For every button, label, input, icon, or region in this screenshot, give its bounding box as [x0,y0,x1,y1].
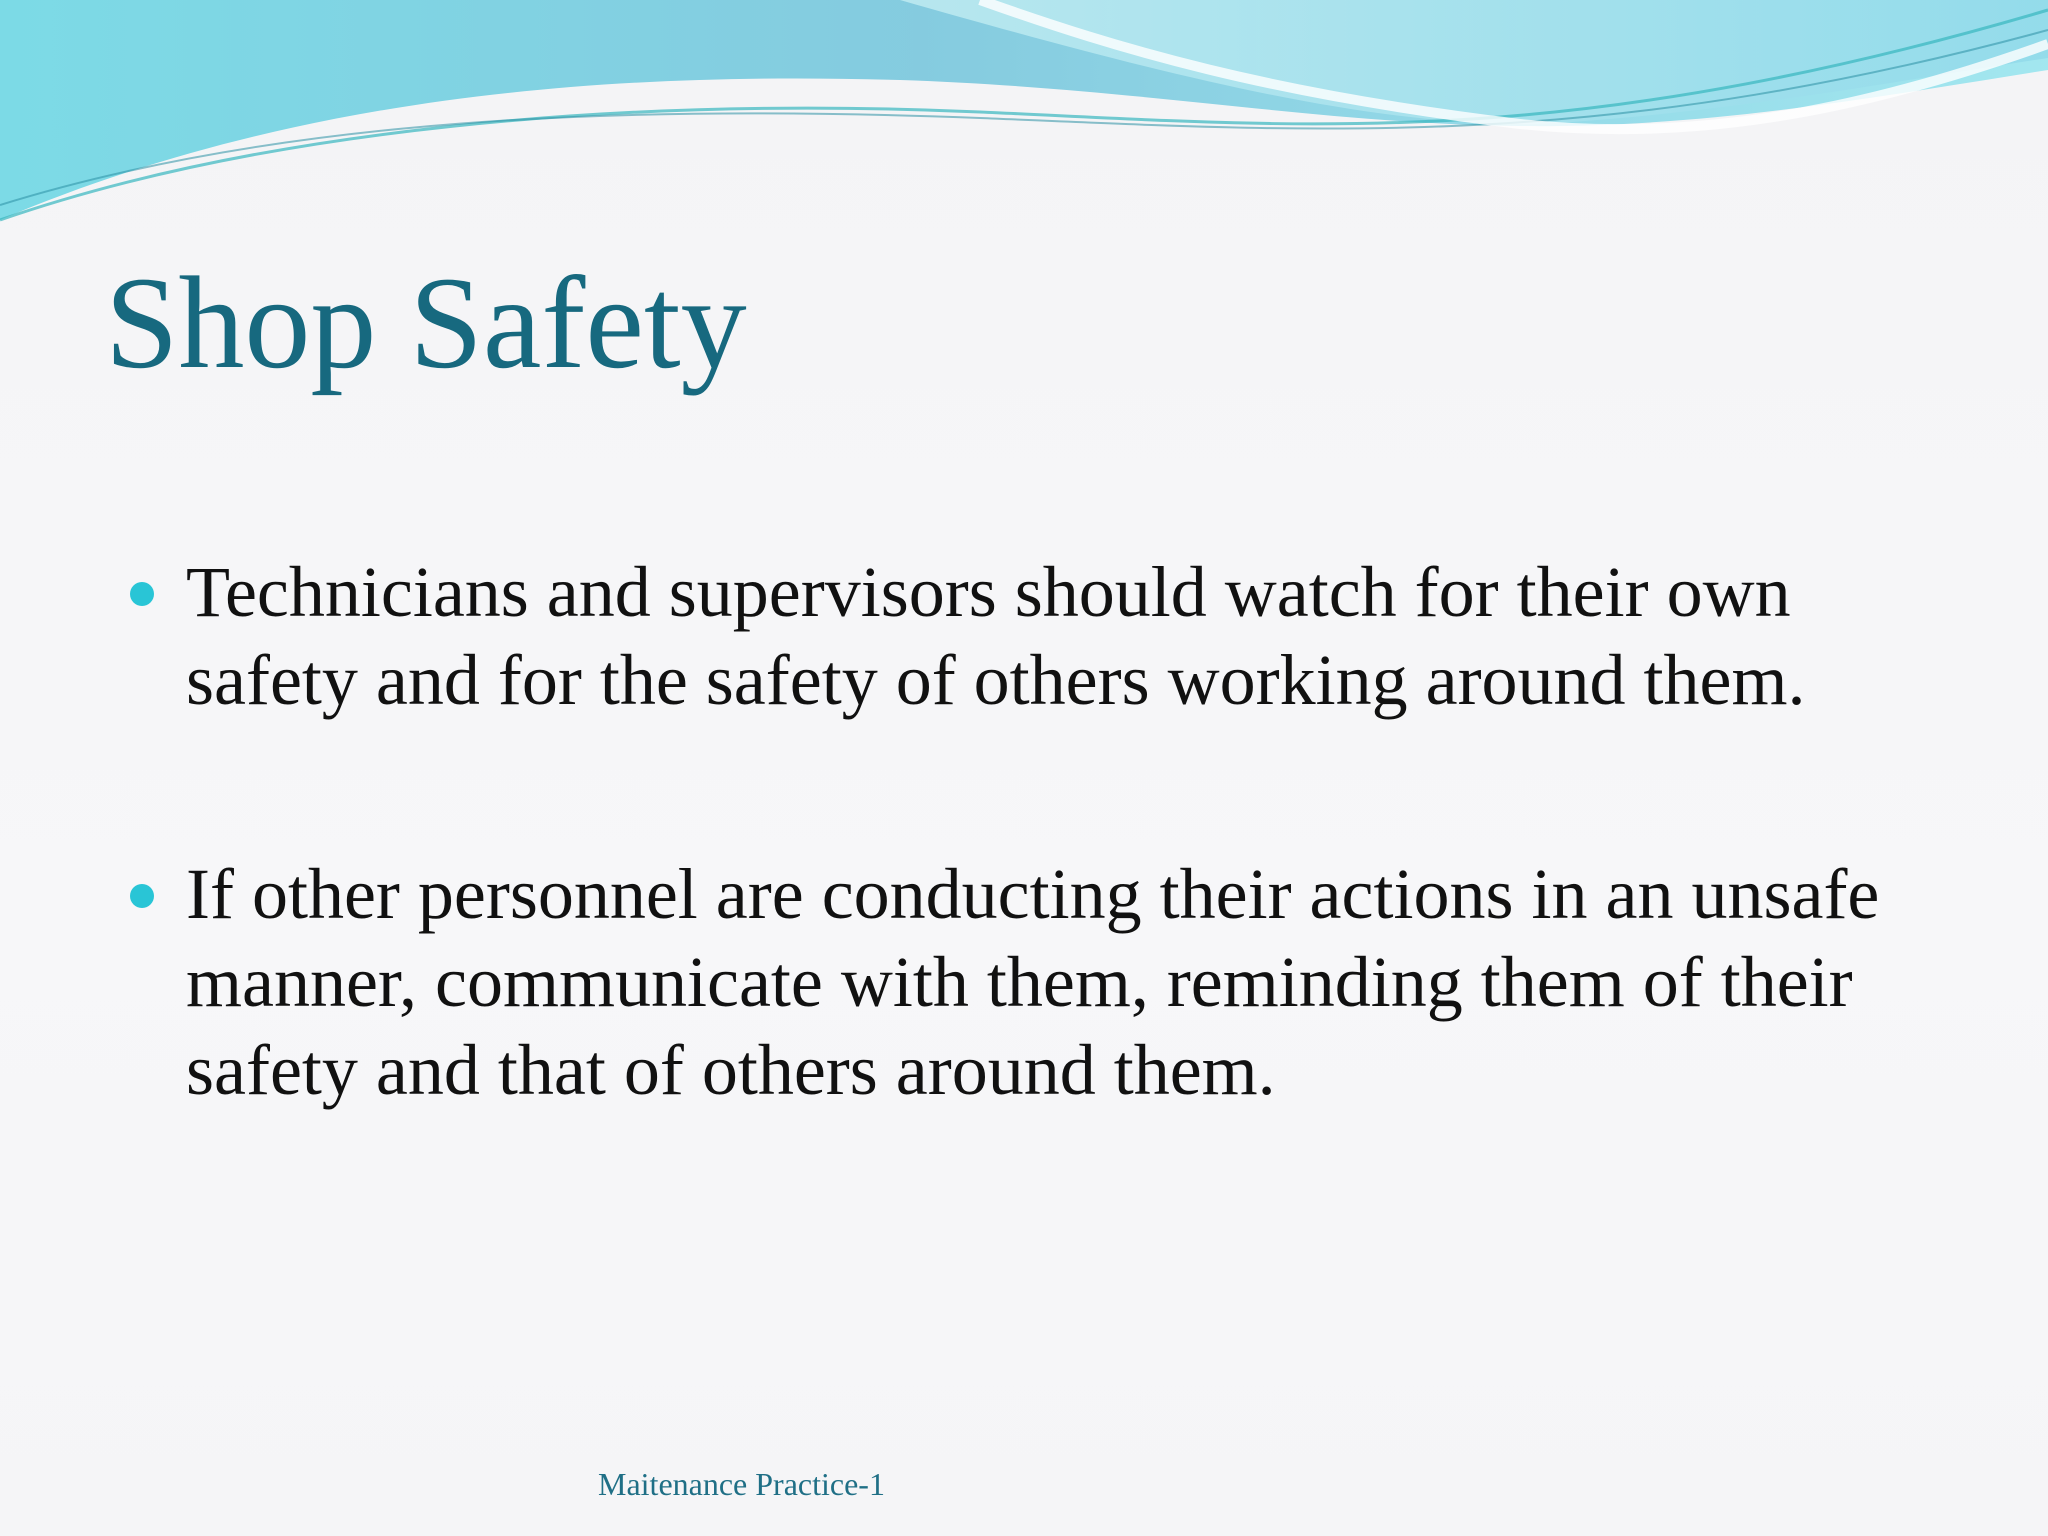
bullet-dot-icon [130,884,154,908]
bullet-item [120,548,1980,724]
bullet-dot-icon [130,582,154,606]
slide-footer: Maitenance Practice-1 [598,1466,885,1502]
slide-title: Shop Safety [105,249,747,396]
bullet-list [120,548,1980,1114]
bullet-text: Technicians and supervisors should watch for their own safety and for the safety of others working around them. [186,552,1806,720]
bullet-text: If other personnel are conducting their actions in an unsafe manner, communicate with them, reminding them of their safety and that of others around them. [186,854,1880,1110]
bullet-item [120,850,1980,1114]
wave-header-decoration [0,0,2048,260]
